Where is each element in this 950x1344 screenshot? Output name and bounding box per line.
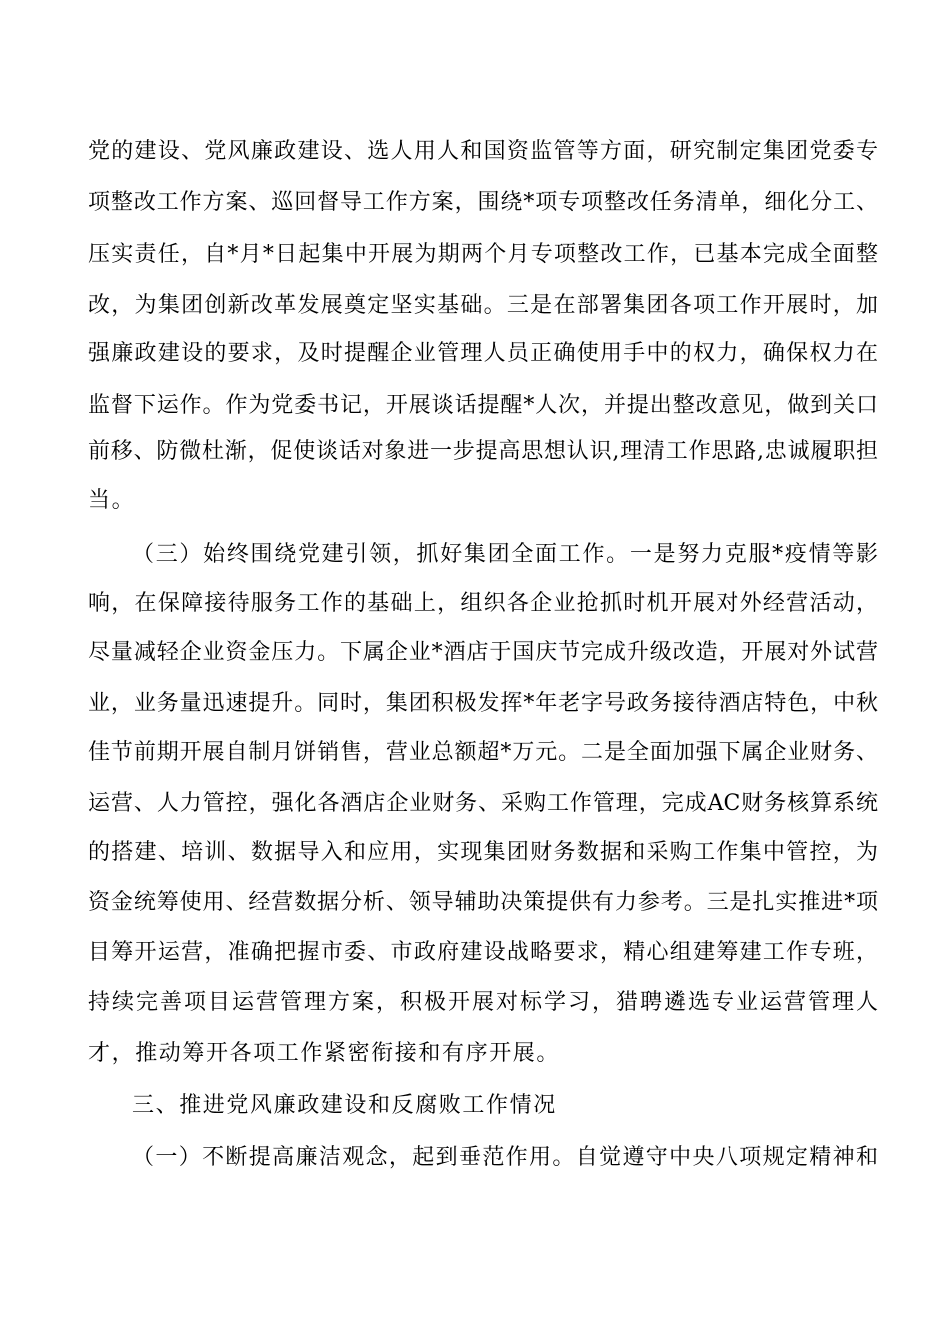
- paragraph-line: 强廉政建设的要求，及时提醒企业管理人员正确使用手中的权力，确保权力在: [88, 341, 878, 366]
- paragraph-line: 压实责任，自*月*日起集中开展为期两个月专项整改工作，已基本完成全面整: [88, 242, 878, 267]
- paragraph-line: 前移、防微杜渐，促使谈话对象进一步提高思想认识,理清工作思路,忠诚履职担: [88, 439, 878, 464]
- paragraph-line: 党的建设、党风廉政建设、选人用人和国资监管等方面，研究制定集团党委专: [88, 139, 878, 164]
- paragraph-line: 持续完善项目运营管理方案，积极开展对标学习，猎聘遴选专业运营管理人: [88, 990, 878, 1015]
- section-heading-line: （三）始终围绕党建引领，抓好集团全面工作。一是努力克服*疫情等影: [132, 542, 878, 567]
- paragraph-line: 监督下运作。作为党委书记，开展谈话提醒*人次，并提出整改意见，做到关口: [88, 393, 878, 418]
- paragraph-line: 才，推动筹开各项工作紧密衔接和有序开展。: [88, 1041, 561, 1066]
- subsection-heading-line: （一）不断提高廉洁观念，起到垂范作用。自觉遵守中央八项规定精神和: [132, 1145, 878, 1170]
- paragraph-line: 当。: [88, 488, 136, 513]
- paragraph-line: 的搭建、培训、数据导入和应用，实现集团财务数据和采购工作集中管控，为: [88, 840, 878, 865]
- paragraph-line: 资金统筹使用、经营数据分析、领导辅助决策提供有力参考。三是扎实推进*项: [88, 890, 878, 915]
- paragraph-line: 尽量减轻企业资金压力。下属企业*酒店于国庆节完成升级改造，开展对外试营: [88, 640, 878, 665]
- section-heading: 三、推进党风廉政建设和反腐败工作情况: [132, 1093, 557, 1118]
- paragraph-line: 业，业务量迅速提升。同时，集团积极发挥*年老字号政务接待酒店特色，中秋: [88, 691, 878, 716]
- paragraph-line: 项整改工作方案、巡回督导工作方案，围绕*项专项整改任务清单，细化分工、: [88, 190, 878, 215]
- paragraph-line: 响，在保障接待服务工作的基础上，组织各企业抢抓时机开展对外经营活动，: [88, 591, 878, 616]
- paragraph-line: 改，为集团创新改革发展奠定坚实基础。三是在部署集团各项工作开展时，加: [88, 293, 878, 318]
- paragraph-line: 佳节前期开展自制月饼销售，营业总额超*万元。二是全面加强下属企业财务、: [88, 740, 878, 765]
- paragraph-line: 运营、人力管控，强化各酒店企业财务、采购工作管理，完成AC财务核算系统: [88, 791, 878, 816]
- paragraph-line: 目筹开运营，准确把握市委、市政府建设战略要求，精心组建筹建工作专班，: [88, 940, 878, 965]
